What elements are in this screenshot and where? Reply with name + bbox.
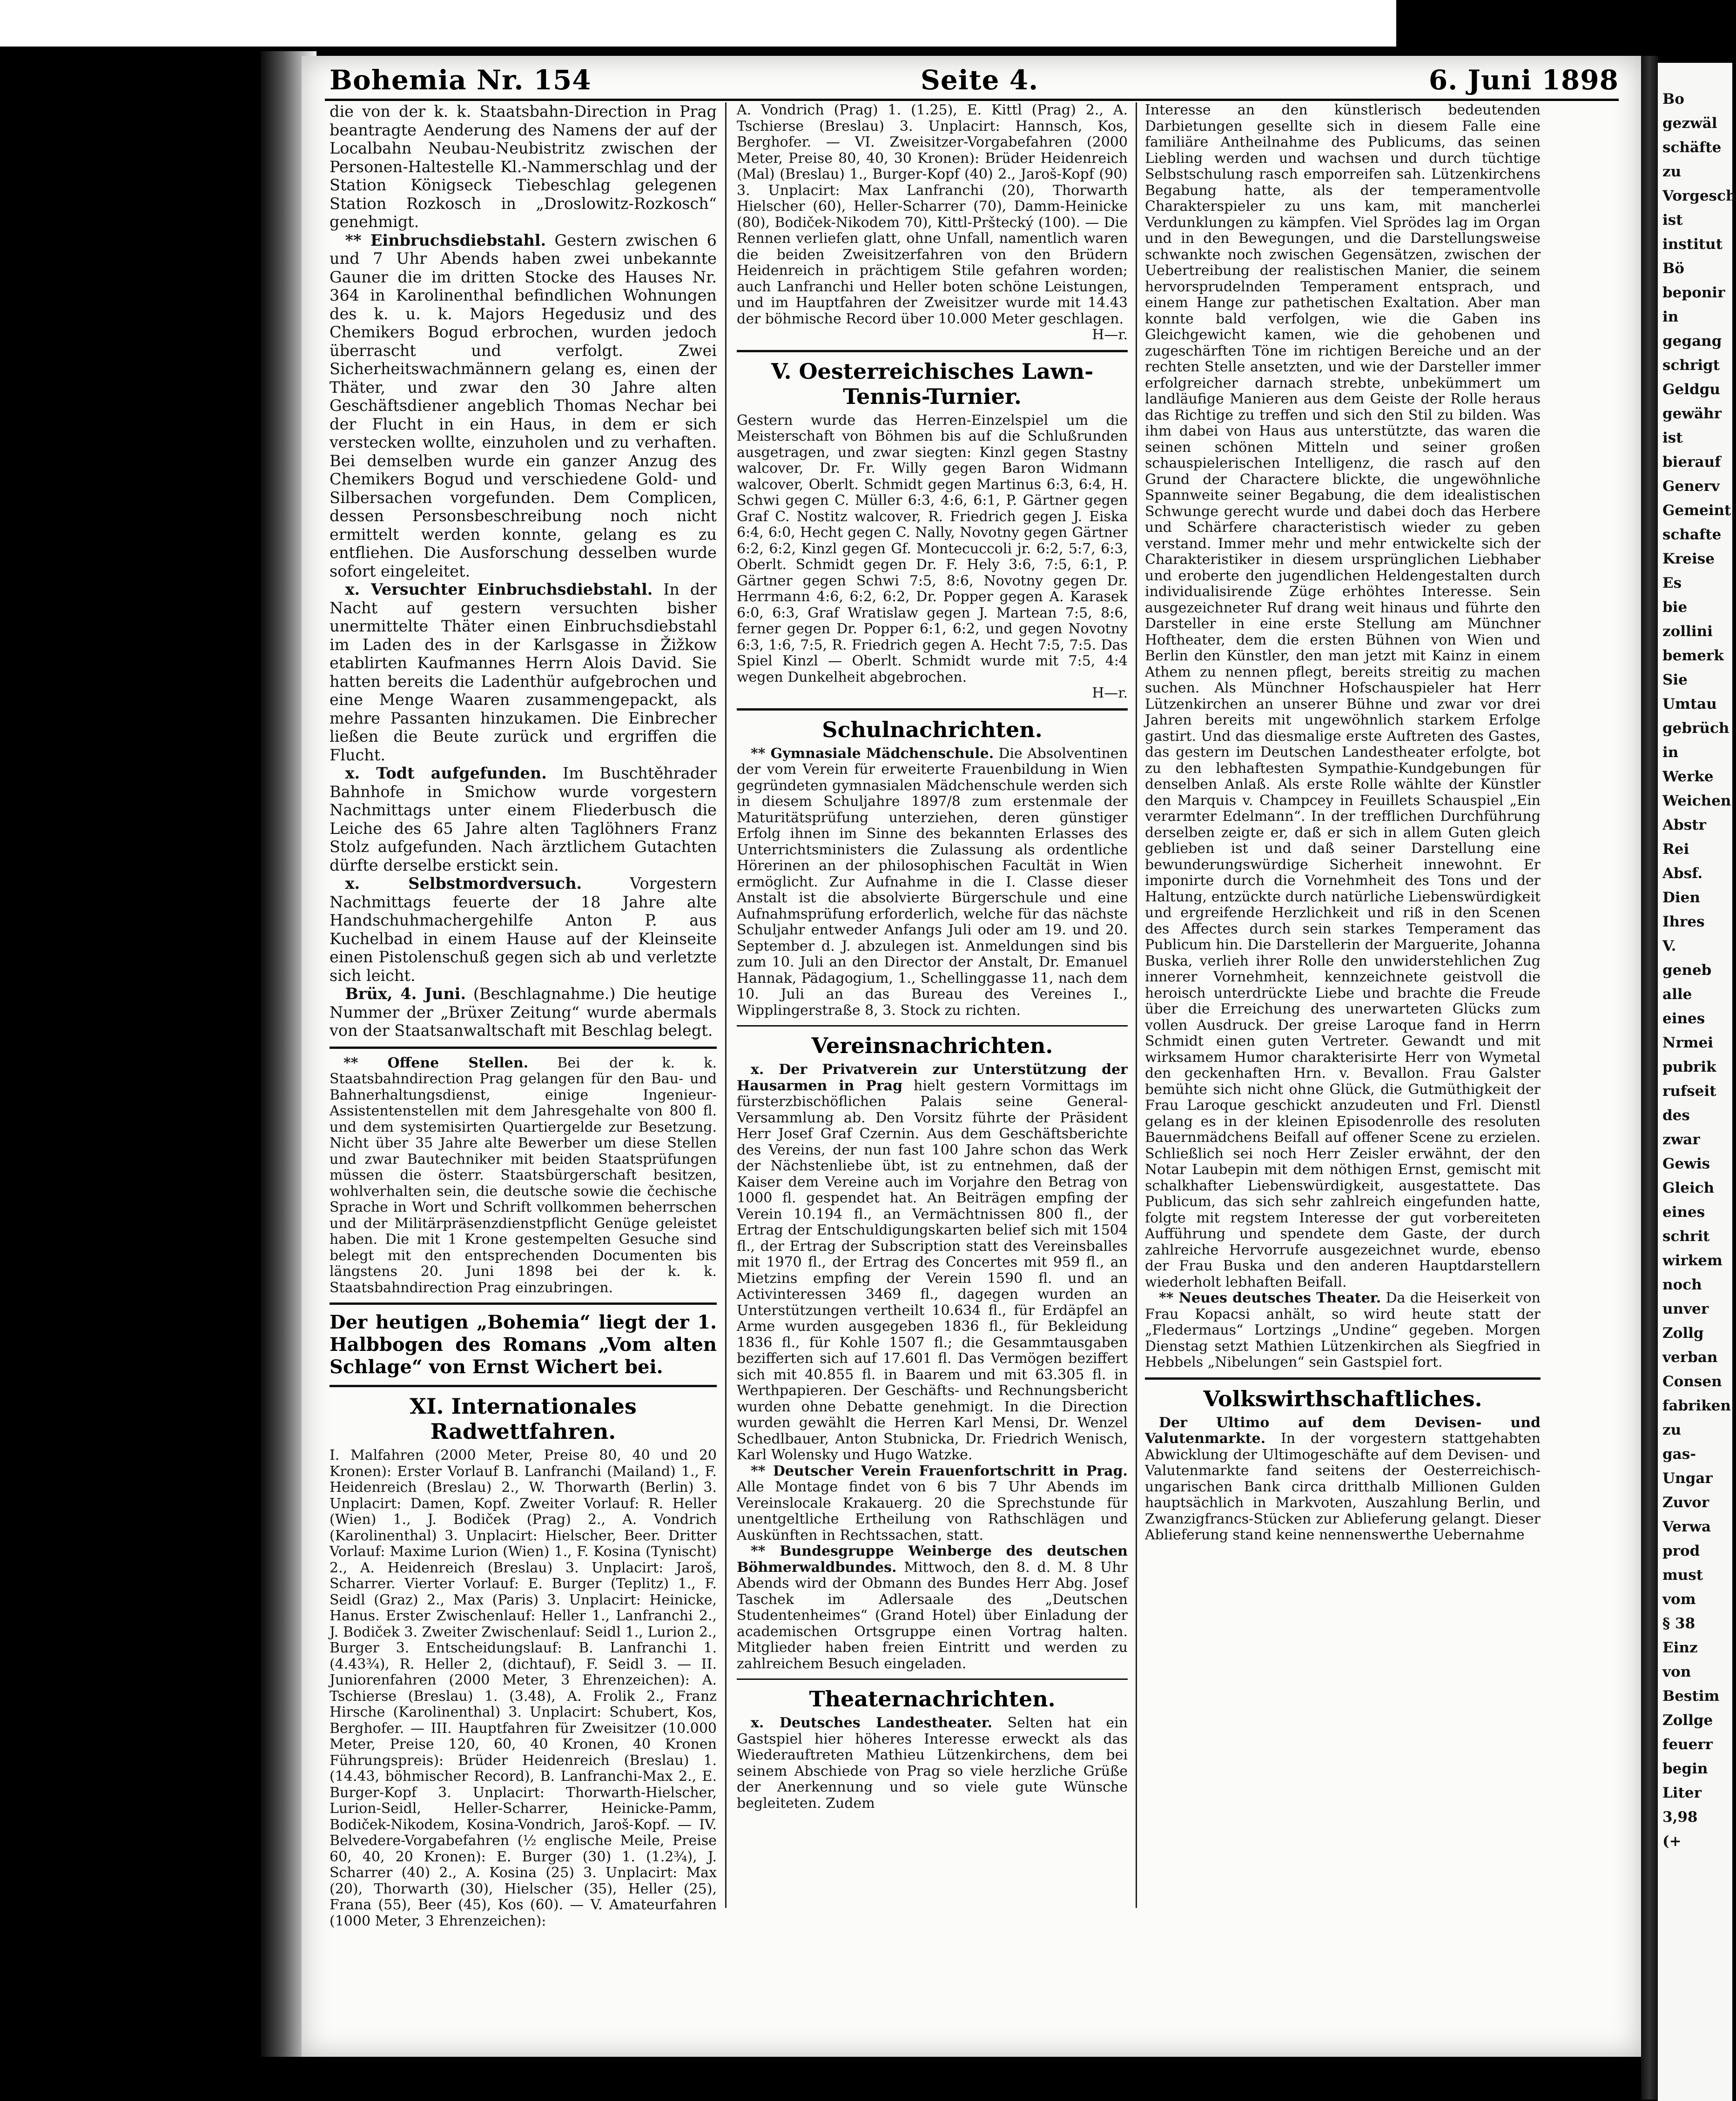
adjacent-page-fragment: Einz — [1662, 1639, 1698, 1656]
adjacent-page-fragment: § 38 — [1662, 1615, 1696, 1632]
adjacent-page-fragment: zu — [1662, 163, 1682, 180]
scan-background-top-right — [1396, 0, 1728, 63]
section-rule — [330, 1047, 717, 1049]
adjacent-page-fragment: bie — [1662, 599, 1688, 616]
adjacent-page-fragment: Zollge — [1662, 1712, 1713, 1729]
adjacent-page-fragment: must — [1662, 1567, 1703, 1584]
article-title: Brüx, 4. Juni. — [345, 985, 466, 1003]
article-maedchenschule — [737, 746, 1128, 1019]
adjacent-page-fragment: Zollg — [1662, 1325, 1704, 1342]
adjacent-page-fragment: eines — [1662, 1010, 1705, 1027]
adjacent-page-fragment: geneb — [1662, 962, 1712, 979]
adjacent-page-fragment: Bö — [1662, 260, 1684, 277]
adjacent-page-fragment: Rei — [1662, 841, 1689, 858]
adjacent-page-fragment: schrit — [1662, 1228, 1710, 1245]
adjacent-page-fragment: gewähr — [1662, 405, 1722, 422]
adjacent-page-fragment: Umtau — [1662, 696, 1717, 712]
section-rule — [737, 708, 1128, 711]
adjacent-page-fragment: (+ — [1662, 1833, 1682, 1850]
article-body: hielt gestern Vormittags im fürsterzbischöflichen Palais seine General-Versammlung ab. Den Vorsitz führte der Präsident Herr Josef Graf Czernin. Aus dem Geschäftsberichte des Vereins, der nun fast 100 Jahre schon das Werk der Nächstenliebe übt, ist zu entnehmen, daß der Kaiser dem Vereine auch im Vorjahre den Betrag von 1000 fl. gespendet hat. An Beiträgen empfing der Verein 10.194 fl., an Vermächtnissen 800 fl., der Ertrag der Entschuldigungskarten belief sich mit 1504 fl., der Ertrag der Subscription statt des Vereinsballes mit 1970 fl., der Ertrag des Concertes mit 959 fl., an Mietzins empfing der Verein 1590 fl. und an Activinteressen 3469 fl., dagegen wurden an Unterstützungen vertheilt 10.634 fl., für Erdäpfel an Arme wurden ausgegeben 1836 fl., für Bekleidung 1836 fl., für Kohle 1507 fl.; die Gesammtausgaben bezifferten sich auf 17.601 fl. Das Vermögen beziffert sich mit 40.855 fl. in Baarem und mit 63.305 fl. in Werthpapieren. Der Geschäfts- und Rechnungsbericht wurden ohne Debatte genehmigt. In die Direction wurden gewählt die Herren Karl Mensi, Dr. Wenzel Schedlbauer, Anton Stubnicka, Dr. Friedrich Wenisch, Karl Wolensky und Hugo Watzke. — [737, 1077, 1128, 1463]
article-title: ** Deutscher Verein Frauenfortschritt in Prag. — [751, 1463, 1128, 1479]
section-rule — [330, 1302, 717, 1305]
adjacent-page-fragment: in — [1662, 309, 1679, 325]
article-radwettfahren-cont: A. Vondrich (Prag) 1. (1.25), E. Kittl (Prag) 2., A. Tschierse (Breslau) 3. Unplacirt: Hannsch, Kos, Berghofer. — VI. Zweisitzer-Vorgabefahren (2000 Meter, Preise 80, 40, 30 Kronen): Brüder Heidenreich (Mal) (Breslau) 1., Burger-Kopf (40) 2., Jaroš-Kopf (90) 3. Unplacirt: Max Lanfranchi (20), Thorwarth Hielscher (60), Heller-Scharrer (70), Damm-Heinicke (80), Bodiček-Nikodem 70), Kittl-Prštecký (100). — Die Rennen verliefen glatt, ohne Unfall, namentlich waren die beiden Zweisitzerfahren von den Brüdern Heidenreich in prächtigem Stile gefahren worden; auch Lanfranchi und Heller boten schöne Leistungen, und im Hauptfahren der Zweisitzer wurde mit 14.43 der böhmische Record über 10.000 Meter geschlagen. — [737, 102, 1128, 327]
adjacent-page-fragment: Abstr — [1662, 817, 1706, 833]
article-title: x. Deutsches Landestheater. — [751, 1715, 993, 1731]
article-body: In der vorgestern stattgehabten Abwicklung der Ultimogeschäfte auf dem Devisen- und Valutenmarkte fand seitens der Oesterreichisch-ungarischen Bank circa dritthalb Millionen Gulden hauptsächlich in Markvoten, Auszahlung Berlin, und Zwanzigfrancs-Stücken zur Ablieferung gelangt. Dieser Ablieferung stand keine nennenswerthe Uebernahme — [1145, 1430, 1541, 1543]
adjacent-page-fragment: institut — [1662, 236, 1723, 253]
adjacent-page-fragment: ist — [1662, 212, 1683, 228]
article-boehmerwaldbund — [737, 1544, 1128, 1672]
header-date: 6. Juni 1898 — [1428, 64, 1619, 96]
adjacent-page-fragment: Consen — [1662, 1373, 1722, 1390]
section-heading-schulnachrichten: Schulnachrichten. — [822, 717, 1043, 742]
article-todt-aufgefunden — [330, 764, 717, 874]
adjacent-page-fragment: alle — [1662, 986, 1692, 1003]
article-body: (Beschlagnahme.) Die heutige Nummer der „Brüxer Zeitung“ wurde abermals von der Staatsanwaltschaft mit Beschlag belegt. — [330, 985, 717, 1040]
adjacent-page-fragment: Vorgesch — [1662, 188, 1736, 204]
article-ultimo — [1145, 1415, 1541, 1544]
header-masthead: Bohemia Nr. 154 — [330, 64, 592, 96]
article-bruex — [330, 985, 717, 1040]
article-offene-stellen — [330, 1055, 717, 1296]
article-landestheater — [737, 1715, 1128, 1812]
column-divider-1 — [725, 102, 727, 1908]
article-neues-theater — [1145, 1290, 1541, 1371]
adjacent-page-fragment: zollini — [1662, 623, 1713, 640]
article-landestheater-cont: Interesse an den künstlerisch bedeutenden Darbietungen gesellte sich in diesem Falle eine familiäre Antheilnahme des Publicums, das seinen Liebling werden und wachsen und durch tüchtige Selbstschulung rasch emporreifen sah. Lützenkirchens Begabung hatte, als der temperamentvolle Charakterspieler zu uns kam, mit mancherlei Verdunklungen zu kämpfen. Viel Sprödes lag im Organ und in den Bewegungen, und die Darstellungsweise schwankte noch zwischen Gegensätzen, zwischen der Uebertreibung der realistischen Manier, die seinem hervorsprudelnden Temperament entsprach, und einem Hange zur pathetischen Exaltation. Aber man konnte bald verfolgen, wie die Gaben ins Gleichgewicht kamen, wie die gehobenen und zugeschärften Töne im richtigen Bereiche und an der rechten Stelle ansetzten, und wie der Darsteller immer erfolgreicher darnach strebte, unbekümmert um landläufige Manieren aus dem Geiste der Rolle heraus das Richtige zu treffen und sich den Stil zu bilden. Was ihm dabei von Haus aus unterstützte, das waren die seinen schönen Mitteln und seiner großen schauspielerischen Intelligenz, die rasch auf den Grund der Charactere blickte, die ungewöhnliche Spannweite seiner Begabung, die dem idealistischen Schwunge gerecht wurde und dabei doch das Herbere und Schärfere characteristisch wieder zu geben verstand. Immer mehr und mehr entwickelte sich der Charakteristiker in diesem ursprünglichen Liebhaber und eroberte den jugendlichen Heldengestalten durch individualisirende Züge erhöhtes Interesse. Sein ausgezeichneter Ruf drang weit hinaus und führte den Darsteller in eine erste Stellung am Münchner Hoftheater, dem die ersten Bühnen von Wien und Berlin den Künstler, den man jetzt mit Kainz in einem Athem zu nennen pflegt, bereits streitig zu machen suchen. Als Münchner Hofschauspieler hat Herr Lützenkirchen an unserer Bühne und zwar vor drei Jahren bereits mit ungewöhnlich starkem Erfolge gastirt. Und das diesmalige erste Auftreten des Gastes, das gestern im Deutschen Landestheater erfolgte, bot zu den lebhaftesten Sympathie-Kundgebungen für denselben Anlaß. Als erste Rolle wählte der Künstler den Marquis v. Champcey in Feuillets Schauspiel „Ein verarmter Edelmann“. In der trefflichen Durchführung derselben zeigte er, daß er sich in allem Guten gleich geblieben ist und daß seiner Darstellung eine bewunderungswürdige Sicherheit innewohnt. Er imponirte durch die Vornehmheit des Tons und der Haltung, entzückte durch natürliche Liebenswürdigkeit und ergreifende Herzlichkeit und riß in den Scenen des Affectes durch sein starkes Temperament das Publicum hin. Die Darstellerin der Marguerite, Johanna Buska, verlieh ihrer Rolle den unwiderstehlichen Zug innerer Vornehmheit, kennzeichnete geistvoll die heroisch unterdrückte Liebe und brachte die Freude über die Erreichung des unerwarteten Glücks zum vollen Ausdruck. Der greise Laroque fand in Herrn Schmidt einen guten Vertreter. Gewandt und mit wirksamem Humor charakterisirte Herr von Wymetal den geckenhaften Hrn. v. Bevallon. Frau Galster bemühte sich nicht ohne Glück, die Gutmüthigkeit der Frau Laroque geschickt anzudeuten und Frl. Dienstl gelang es in der kleinen Episodenrolle des resoluten Bauernmädchens Beifall auf offener Scene zu erzielen. Schließlich sei noch Herr Zeisler erwähnt, der den Notar Laubepin mit dem nöthigen Ernst, gemischt mit schalkhafter Liebenswürdigkeit, ausgestattete. Das Publicum, das sich sehr zahlreich eingefunden hatte, folgte mit regstem Interesse der gut vorbereiteten Aufführung und spendete dem Gaste, der durch zahlreiche Hervorrufe ausgezeichnet wurde, ebenso der Frau Buska und den anderen Hauptdarstellern wiederholt lebhaften Beifall. — [1145, 102, 1541, 1290]
adjacent-page-fragment: beponir — [1662, 284, 1725, 301]
adjacent-page-fragment: schäfte — [1662, 139, 1722, 156]
article-title: x. Versuchter Einbruchsdiebstahl. — [345, 580, 653, 598]
article-privatverein — [737, 1062, 1128, 1463]
header-rule — [325, 99, 1619, 101]
adjacent-page-fragment: Sie — [1662, 671, 1688, 688]
article-lawn-tennis: Gestern wurde das Herren-Einzelspiel um die Meisterschaft von Böhmen bis auf die Schlußrunden ausgetragen, und zwar siegten: Kinzl gegen Stastny walcover, Dr. Fr. Willy gegen Baron Widmann walcover, Oberlt. Schmidt gegen Martinus 6:3, 6:4, H. Schwi gegen C. Müller 6:3, 4:6, 6:1, P. Gärtner gegen Graf C. Nostitz walcover, R. Friedrich gegen J. Eiska 6:4, 6:0, Hecht gegen C. Nally, Novotny gegen Gärtner 6:2, 6:2, Kinzl gegen Gf. Montecuccoli jr. 6:2, 5:7, 6:3, Oberlt. Schmidt gegen Dr. F. Hely 3:6, 7:5, 6:1, P. Gärtner gegen Schwi 7:5, 8:6, Novotny gegen Dr. Herrmann 4:6, 6:2, 6:2, Dr. Popper gegen A. Karasek 6:0, 6:3, Graf Wratislaw gegen J. Martean 7:5, 8:6, ferner gegen Dr. Popper 6:1, 6:2, und gegen Novotny 6:3, 1:6, 7:5, R. Friedrich gegen A. Hecht 7:5, 7:5. Das Spiel Kinzl — Oberlt. Schmidt wurde mit 7:5, 4:4 wegen Dunkelheit abgebrochen. — [737, 412, 1128, 685]
section-rule — [737, 350, 1128, 352]
article-body: Selten hat ein Gastspiel hier höheres Interesse erweckt als das Wiederauftreten Mathieu Lützenkirchens, dem bei seinem Abschiede von Prag so viele herzliche Grüße der Anerkennung und so viele gute Wünsche begleiteten. Zudem — [737, 1715, 1128, 1812]
adjacent-page-fragment: Liter — [1662, 1785, 1702, 1801]
adjacent-page-fragment: bierauf — [1662, 454, 1721, 470]
article-title: ** Bundesgruppe Weinberge des deutschen Böhmerwaldbundes. — [737, 1543, 1128, 1576]
adjacent-page-fragment: Weichen — [1662, 792, 1731, 809]
header-page-number: Seite 4. — [921, 64, 1039, 96]
adjacent-page-fragment: V. — [1662, 938, 1676, 954]
article-einbruchsdiebstahl — [330, 231, 717, 581]
adjacent-page-fragment: in — [1662, 744, 1679, 761]
adjacent-page-fragment: Gleich — [1662, 1180, 1715, 1196]
article-body: Im Buschtěhrader Bahnhofe in Smichow wurde vorgestern Nachmittags unter einem Fliederbusch die Leiche des 65 Jahre alten Taglöhners Franz Stolz aufgefunden. Nach ärztlichem Gutachten dürfte derselbe erstickt sein. — [330, 764, 717, 874]
article-signature: H—r. — [1092, 327, 1128, 343]
adjacent-page-fragment: gas- — [1662, 1446, 1696, 1463]
adjacent-page-fragment: gebrüch — [1662, 720, 1729, 737]
article-frauenfortschritt — [737, 1463, 1128, 1544]
adjacent-page-fragment: Ungar — [1662, 1470, 1713, 1487]
binding-gutter — [1641, 56, 1658, 2100]
adjacent-page-fragment: feuerr — [1662, 1736, 1713, 1753]
article-rozkosch: die von der k. k. Staatsbahn-Direction in Prag beantragte Aenderung des Namens der auf der Localbahn Neubau-Neubistritz zwischen der Personen-Haltestelle Kl.-Nammerschlag und der Station Königseck Tiebeschlag gelegenen Station Rozkosch in „Droslowitz-Rozkosch“ genehmigt. — [330, 102, 717, 231]
adjacent-page-fragment: bemerk — [1662, 647, 1724, 664]
adjacent-page-fragment: pubrik — [1662, 1059, 1716, 1075]
adjacent-page-fragment: rufseit — [1662, 1083, 1716, 1100]
adjacent-page-fragment: zu — [1662, 1422, 1682, 1438]
article-signature: H—r. — [1092, 685, 1128, 701]
adjacent-page-fragment: schrigt — [1662, 357, 1720, 374]
section-rule — [330, 1385, 717, 1387]
column-1 — [330, 102, 717, 1929]
article-body: Alle Montage findet von 6 bis 7 Uhr Abends im Vereinslocale Krakauerg. 20 die Sprechstunde für unentgeltliche Ertheilung von Rathschlägen und Auskünften in Rechtssachen, statt. — [737, 1479, 1128, 1544]
adjacent-page-fragment: eines — [1662, 1204, 1705, 1221]
article-title: ** Neues deutsches Theater. — [1159, 1290, 1381, 1306]
adjacent-page-fragment: Dien — [1662, 889, 1700, 906]
adjacent-page-fragment: Generv — [1662, 478, 1720, 495]
adjacent-page-fragment: zwar — [1662, 1131, 1700, 1148]
adjacent-page-fragment: des — [1662, 1107, 1690, 1124]
article-body: Da die Heiserkeit von Frau Kopacsi anhält, so wird heute statt der „Fledermaus“ Lortzings „Undine“ gegeben. Morgen Dienstag setzt Mathien Lützenkirchen als Siegfried in Hebbels „Nibelungen“ sein Gastspiel fort. — [1145, 1290, 1541, 1370]
article-body: Bei der k. k. Staatsbahndirection Prag gelangen für den Bau- und Bahnerhaltungsdienst, einige Ingenieur-Assistentenstellen mit dem Jahresgehalte von 800 fl. und dem systemisirten Quartiergelde zur Besetzung. Nicht über 35 Jahre alte Bewerber um diese Stellen und zwar Bautechniker mit beiden Staatsprüfungen müssen die österr. Staatsbürgerschaft besitzen, wohlverhalten sein, die deutsche sowie die čechische Sprache in Wort und Schrift vollkommen beherrschen und der Militärpräsenzdienstpflicht Genüge geleistet haben. Die mit 1 Krone gestempelten Gesuche sind belegt mit den entsprechenden Documenten bis längstens 20. Juni 1898 bei der k. k. Staatsbahndirection Prag einzubringen. — [330, 1054, 717, 1296]
column-3 — [1145, 102, 1541, 1908]
article-title: ** Einbruchsdiebstahl. — [345, 231, 546, 249]
adjacent-page-fragment: begin — [1662, 1760, 1708, 1777]
adjacent-page-fragment: Nrmei — [1662, 1034, 1713, 1051]
article-title: x. Der Privatverein zur Unterstützung der Hausarmen in Prag — [737, 1061, 1128, 1094]
page-header — [325, 58, 1619, 95]
article-body: In der Nacht auf gestern versuchten bisher unermittelte Thäter einen Einbruchsdiebstahl im Laden des in der Karlsgasse in Žižkow etablirten Kaufmannes Herrn Alois David. Sie hatten bereits die Ladenthür aufgebrochen und eine Menge Waaren zusammengepackt, als mehre Passanten hinzukamen. Die Einbrecher ließen die Beute zurück und ergriffen die Flucht. — [330, 580, 717, 764]
adjacent-page-fragment: Es — [1662, 575, 1682, 591]
column-2 — [737, 102, 1128, 1908]
section-heading-theaternachrichten: Theaternachrichten. — [809, 1686, 1056, 1712]
article-title: ** Gymnasiale Mädchenschule. — [751, 745, 994, 762]
article-body: Gestern zwischen 6 und 7 Uhr Abends haben zwei unbekannte Gauner die im dritten Stocke des Hauses Nr. 364 in Karolinenthal befindlichen Wohnungen des k. u. k. Majors Hegedusiz und des Chemikers Bogud erbrochen, wurden jedoch überrascht und verfolgt. Zwei Sicherheitswachmännern gelang es, einen der Thäter, und zwar den 30 Jahre alten Geschäftsdiener angeblich Thomas Nechar bei der Flucht in ein Haus, in dem er sich verstecken wollte, einzuholen und zu verhaften. Bei demselben wurde ein ganzer Anzug des Chemikers Bogud und verschiedene Gold- und Silbersachen vorgefunden. Dem Complicen, dessen Personsbeschreibung noch nicht ermittelt werden konnte, gelang es zu entfliehen. Die Ausforschung desselben wurde sofort eingeleitet. — [330, 231, 717, 580]
article-versuchter-einbruch — [330, 580, 717, 764]
section-heading-lawn-tennis: V. Oesterreichisches Lawn-Tennis-Turnier. — [771, 358, 1094, 409]
section-rule — [737, 1025, 1128, 1027]
adjacent-page-fragment: Bo — [1662, 91, 1684, 107]
adjacent-page-fragment: gegang — [1662, 333, 1722, 349]
article-body: Mittwoch, den 8. d. M. 8 Uhr Abends wird der Obmann des Bundes Herr Abg. Josef Taschek im Adlersaale des „Deutschen Studentenheimes“ (Grand Hotel) über Einladung der academischen Ortsgruppe einen Vortrag halten. Mitglieder haben freien Eintritt und werden zu zahlreichem Besuch eingeladen. — [737, 1559, 1128, 1672]
adjacent-page-fragment: von — [1662, 1664, 1691, 1680]
adjacent-page-fragment: unver — [1662, 1301, 1709, 1317]
roman-notice: Der heutigen „Bohemia“ liegt der 1. Halbbogen des Romans „Vom alten Schlage“ von Ernst Wichert bei. — [330, 1311, 717, 1378]
adjacent-page-fragment: Geldgu — [1662, 381, 1720, 398]
adjacent-page-fragment: ist — [1662, 430, 1683, 446]
adjacent-page-fragment: 3,98 — [1662, 1809, 1698, 1826]
article-title: ** Offene Stellen. — [343, 1054, 529, 1071]
adjacent-page-fragment: noch — [1662, 1276, 1702, 1293]
article-title: Der Ultimo auf dem Devisen- und Valutenmarkte. — [1145, 1414, 1541, 1447]
adjacent-page-strip — [1658, 63, 1736, 2101]
newspaper-page — [302, 56, 1641, 2057]
section-rule — [737, 1678, 1128, 1680]
adjacent-page-fragment: Kreise — [1662, 550, 1715, 567]
adjacent-page-fragment: Gewis — [1662, 1155, 1710, 1172]
adjacent-page-fragment: schafte — [1662, 526, 1722, 543]
adjacent-page-fragment: Werke — [1662, 768, 1714, 785]
adjacent-page-fragment: Absf. — [1662, 865, 1703, 882]
section-heading-radwettfahren: XI. Internationales Radwettfahren. — [410, 1394, 637, 1444]
adjacent-page-fragment: Gemeint — [1662, 502, 1731, 519]
column-divider-2 — [1136, 102, 1137, 1908]
adjacent-page-fragment: Bestim — [1662, 1688, 1720, 1705]
adjacent-page-fragment: fabriken — [1662, 1397, 1731, 1414]
adjacent-page-fragment: Zuvor — [1662, 1494, 1709, 1511]
article-title: x. Todt aufgefunden. — [345, 764, 547, 782]
adjacent-page-fragment: vom — [1662, 1591, 1696, 1608]
section-heading-volkswirthschaft: Volkswirthschaftliches. — [1203, 1386, 1482, 1411]
adjacent-page-fragment: gezwäl — [1662, 115, 1717, 132]
scan-background-left — [0, 0, 1396, 47]
article-title: x. Selbstmordversuch. — [345, 874, 582, 893]
article-radwettfahren: I. Malfahren (2000 Meter, Preise 80, 40 und 20 Kronen): Erster Vorlauf B. Lanfranchi (Mailand) 1., F. Heidenreich (Breslau) 2., W. Thorwarth (Berlin) 3. Unplacirt: Damen, Kopf. Zweiter Vorlauf: R. Heller (Wien) 1., J. Bodiček (Prag) 2., A. Vondrich (Karolinenthal) 3. Unplacirt: Hielscher, Beer. Dritter Vorlauf: Maxime Lurion (Wien) 1., F. Kosina (Tynischt) 2., A. Heidenreich (Breslau) 3. Unplacirt: Jaroš, Scharrer. Vierter Vorlauf: E. Burger (Teplitz) 1., F. Seidl (Graz) 2., Max (Paris) 3. Unplacirt: Heinicke, Hanus. Erster Zwischenlauf: Heller 1., Lanfranchi 2., J. Bodiček 3. Zweiter Zwischenlauf: Seidl 1., Lurion 2., Burger 3. Entscheidungslauf: B. Lanfranchi 1. (4.43¾), R. Heller 2, (dichtauf), F. Seidl 3. — II. Juniorenfahren (2000 Meter, 3 Ehrenzeichen): A. Tschierse (Breslau) 1. (3.48), A. Frolik 2., Franz Hirsche (Karolinenthal) 3. Unplacirt: Schubert, Kos, Berghofer. — III. Hauptfahren für Zweisitzer (10.000 Meter, Preise 120, 60, 40 Kronen, 40 Kronen Führungspreis): Brüder Heidenreich (Breslau) 1. (14.43, böhmischer Record), B. Lanfranchi-Max 2., E. Burger-Kopf 3. Unplacirt: Thorwarth-Hielscher, Lurion-Seidl, Heller-Scharrer, Heinicke-Pamm, Bodiček-Nikodem, Kosina-Vondrich, Jaroš-Kopf. — IV. Belvedere-Vorgabefahren (½ englische Meile, Preise 60, 40, 20 Kronen): E. Burger (30) 1. (1.2¾), J. Scharrer (40) 2., A. Kosina (25) 3. Unplacirt: Max (20), Thorwarth (30), Hielscher (35), Heller (25), Frana (55), Beer (45), Kos (60). — V. Amateurfahren (1000 Meter, 3 Ehrenzeichen): — [330, 1447, 717, 1929]
adjacent-page-fragment: verban — [1662, 1349, 1718, 1366]
article-body: Die Absolventinen der vom Verein für erweiterte Frauenbildung in Wien gegründeten gymnasialen Mädchenschule werden sich in diesem Schuljahre 1897/8 zum erstenmale der Maturitätsprüfung unterziehen, deren günstiger Erfolg ihnen im Sinne des bekannten Erlasses des Unterrichtsministers die Zulassung als ordentliche Hörerinen an der philosophischen Facultät in Wien ermöglicht. Zur Aufnahme in die I. Classe dieser Anstalt ist die absolvierte Bürgerschule und eine Aufnahmsprüfung erforderlich, welche für das nächste Schuljahr entweder Anfangs Juli oder am 19. und 20. September d. J. abzulegen ist. Anmeldungen sind bis zum 10. Juli an den Director der Anstalt, Dr. Emanuel Hannak, Pädagogium, 1., Schellinggasse 11, nach dem 10. Juli an das Bureau des Vereines I., Wipplingerstraße 8, 3. Stock zu richten. — [737, 745, 1128, 1019]
adjacent-page-fragment: Ihres — [1662, 913, 1705, 930]
article-body: Vorgestern Nachmittags feuerte der 18 Jahre alte Handschuhmachergehilfe Anton P. aus Kuchelbad in einem Hause auf der Kleinseite einen Pistolenschuß gegen sich ab und verletzte sich leicht. — [330, 874, 717, 985]
section-heading-vereinsnachrichten: Vereinsnachrichten. — [811, 1033, 1053, 1058]
adjacent-page-fragment: wirkem — [1662, 1252, 1723, 1269]
article-selbstmordversuch — [330, 874, 717, 985]
section-rule — [1145, 1377, 1541, 1380]
adjacent-page-fragment: Verwa — [1662, 1518, 1711, 1535]
adjacent-page-fragment: prod — [1662, 1543, 1700, 1559]
